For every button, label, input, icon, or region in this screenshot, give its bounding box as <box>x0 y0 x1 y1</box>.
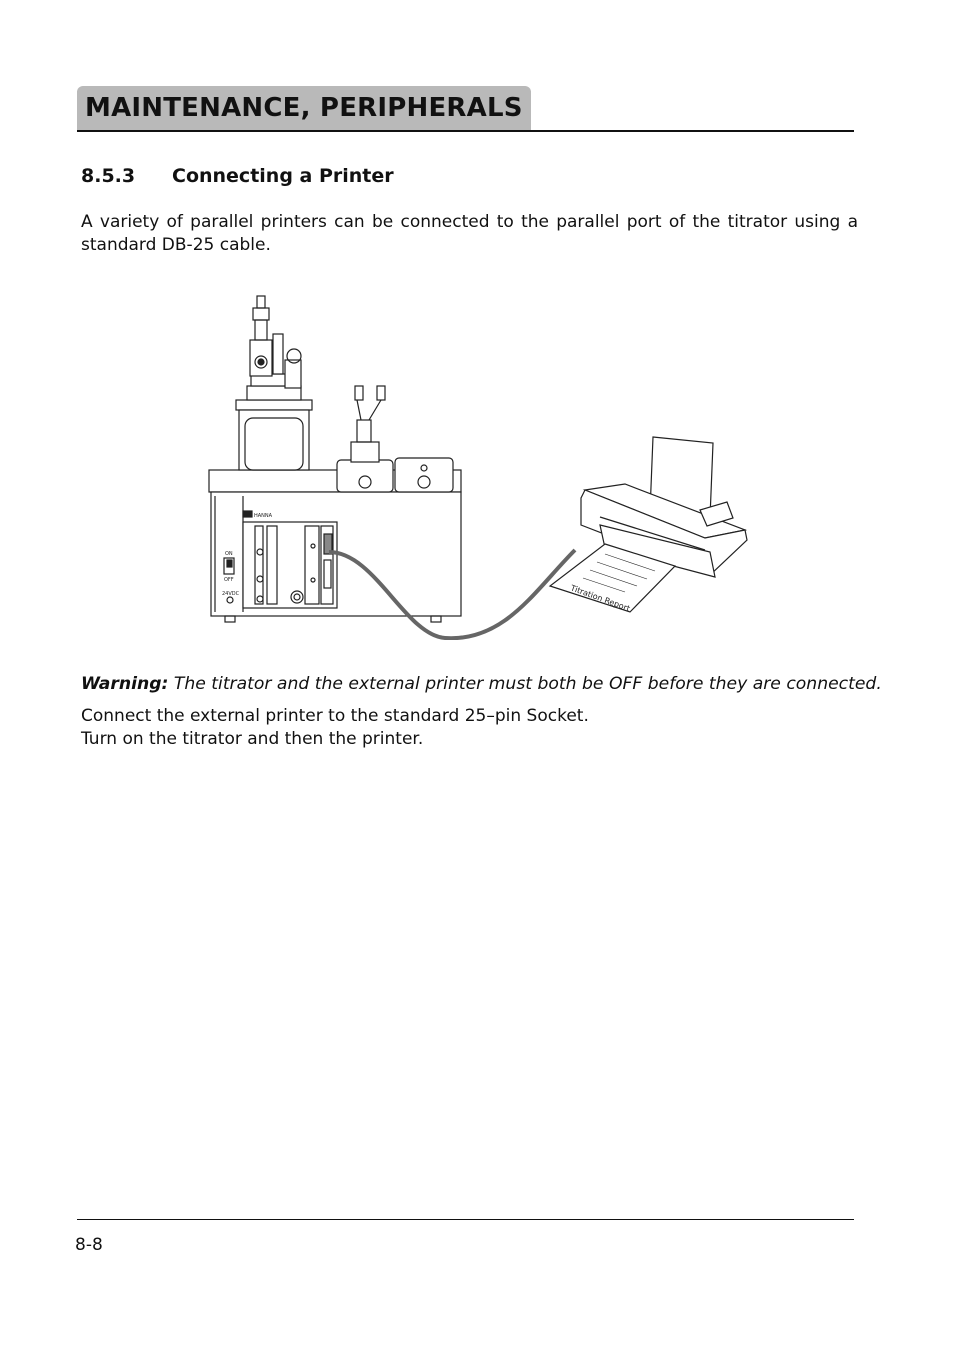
switch-on-label: ON <box>225 551 233 557</box>
warning-note <box>81 674 882 694</box>
printer <box>550 437 747 613</box>
titrator-base <box>209 470 461 622</box>
warning-label: Warning: <box>81 674 169 694</box>
page-number: 8-8 <box>75 1235 103 1255</box>
switch-off-label: OFF <box>224 577 234 583</box>
titrator-printer-diagram <box>205 290 755 640</box>
warning-text: The titrator and the external printer must both be OFF before they are connected. <box>168 674 882 694</box>
header-divider <box>77 130 854 132</box>
brand-logo-text: HANNA <box>254 513 273 519</box>
chapter-header-tab <box>77 86 531 130</box>
electrode-holder <box>337 386 453 492</box>
section-title: Connecting a Printer <box>172 165 394 187</box>
instruction-line: Connect the external printer to the standard 25–pin Socket. <box>81 706 589 726</box>
intro-paragraph: A variety of parallel printers can be connected to the parallel port of the titrator using a standard DB-25 cable. <box>81 212 858 255</box>
chapter-title: MAINTENANCE, PERIPHERALS <box>85 93 523 123</box>
footer-divider <box>77 1219 854 1220</box>
section-number: 8.5.3 <box>81 165 136 187</box>
titration-vessel <box>236 296 312 470</box>
report-title: Titration Report <box>569 583 632 614</box>
instruction-line: Turn on the titrator and then the printer. <box>81 729 424 749</box>
power-label: 24VDC <box>222 591 240 597</box>
